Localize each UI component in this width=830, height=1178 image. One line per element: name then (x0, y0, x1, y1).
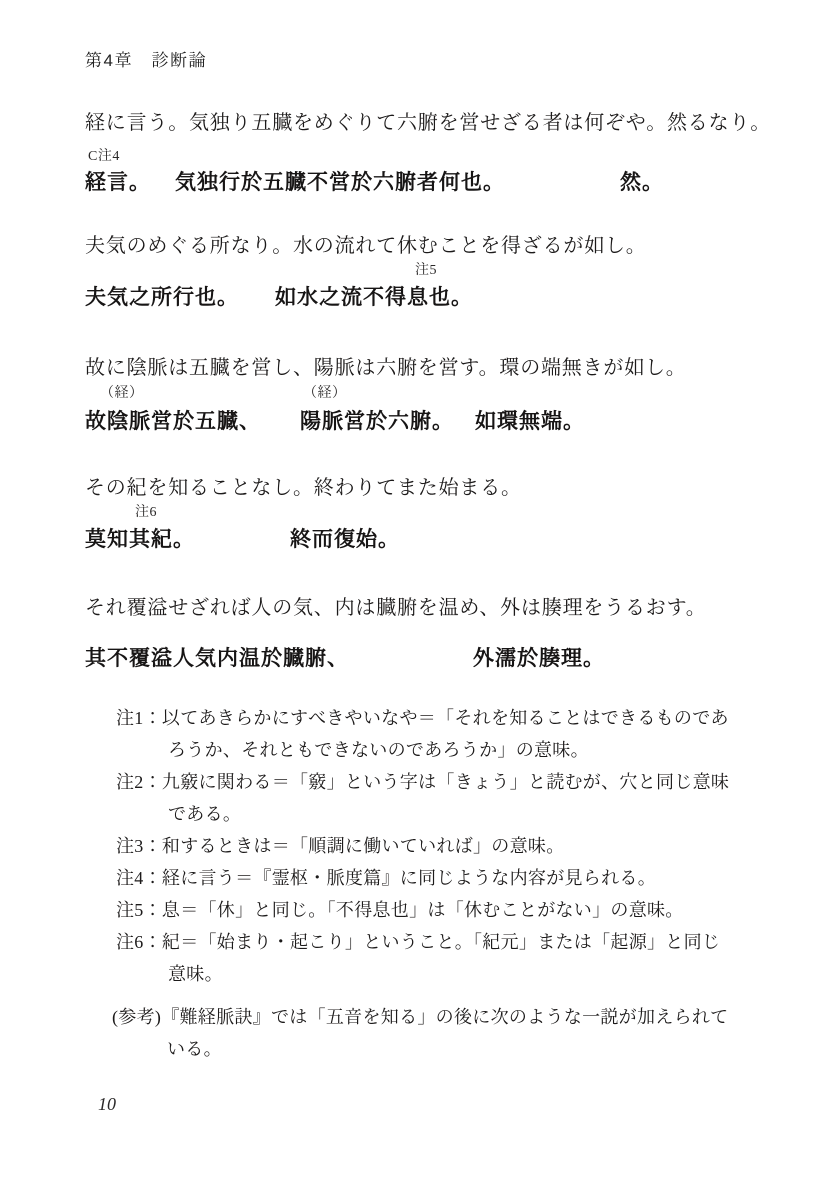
reading-line: 経に言う。気独り五臓をめぐりて六腑を営せざる者は何ぞや。然るなり。 (85, 112, 771, 134)
notes-section (116, 702, 776, 990)
note-line: 注4：経に言う＝『霊枢・脈度篇』に同じような内容が見られる。 (116, 868, 656, 888)
annotation-row (85, 501, 830, 519)
note-line-continuation: ろうか、それともできないのであろうか」の意味。 (168, 740, 589, 760)
kanbun-segment: 其不覆溢人気内温於臓腑、 (85, 646, 349, 670)
kanbun-segment: 如環無端。 (475, 409, 585, 433)
page-number: 10 (98, 1094, 116, 1114)
source-label: （経） (303, 386, 347, 401)
kanbun-line (85, 642, 830, 668)
kanbun-line (85, 281, 830, 307)
annotation-row (85, 145, 830, 163)
kanbun-line (85, 523, 830, 549)
kanbun-segment: 夫気之所行也。 (85, 285, 239, 309)
kanbun-segment: 然。 (620, 170, 664, 194)
note-line-continuation: である。 (168, 804, 242, 824)
note-line: 注3：和するときは＝「順調に働いていれば」の意味。 (116, 836, 565, 856)
kanbun-segment: 終而復始。 (290, 527, 400, 551)
kanbun-segment: 外濡於腠理。 (473, 646, 605, 670)
kanbun-segment: 陽脈営於六腑。 (300, 409, 454, 433)
note-reference-label: 注6 (135, 505, 157, 520)
note-reference-label: C注4 (88, 149, 120, 164)
annotation-row (85, 259, 830, 277)
reading-line: 夫気のめぐる所なり。水の流れて休むことを得ざるが如し。 (85, 235, 647, 257)
annotation-row (85, 382, 830, 400)
note-line: 注2：九竅に関わる＝「竅」という字は「きょう」と読むが、穴と同じ意味 (116, 772, 730, 792)
reference-line-continuation: いる。 (167, 1039, 222, 1059)
note-line-continuation: 意味。 (168, 964, 223, 984)
reading-line: 故に陰脈は五臓を営し、陽脈は六腑を営す。環の端無きが如し。 (85, 357, 687, 379)
kanbun-segment: 経言。 (85, 170, 151, 194)
reference-line: (参考)『難経脈訣』では「五音を知る」の後に次のような一説が加えられて (112, 1007, 729, 1027)
note-line: 注6：紀＝「始まり・起こり」ということ。「紀元」または「起源」と同じ (116, 932, 721, 952)
kanbun-segment: 莫知其紀。 (85, 527, 195, 551)
kanbun-segment: 気独行於五臓不営於六腑者何也。 (175, 170, 505, 194)
note-line: 注1：以てあきらかにすべきやいなや＝「それを知ることはできるものであ (116, 708, 729, 728)
kanbun-segment: 故陰脈営於五臓、 (85, 409, 261, 433)
kanbun-line (85, 166, 830, 192)
reading-line: その紀を知ることなし。終わりてまた始まる。 (85, 477, 522, 499)
reference-section (112, 1001, 772, 1065)
note-line: 注5：息＝「休」と同じ。「不得息也」は「休むことがない」の意味。 (116, 900, 684, 920)
source-label: （経） (100, 386, 144, 401)
kanbun-line (85, 405, 830, 431)
chapter-header: 第4章 診断論 (85, 51, 207, 70)
reading-line: それ覆溢せざれば人の気、内は臓腑を温め、外は腠理をうるおす。 (85, 597, 707, 619)
note-reference-label: 注5 (415, 263, 437, 278)
kanbun-segment: 如水之流不得息也。 (275, 285, 473, 309)
